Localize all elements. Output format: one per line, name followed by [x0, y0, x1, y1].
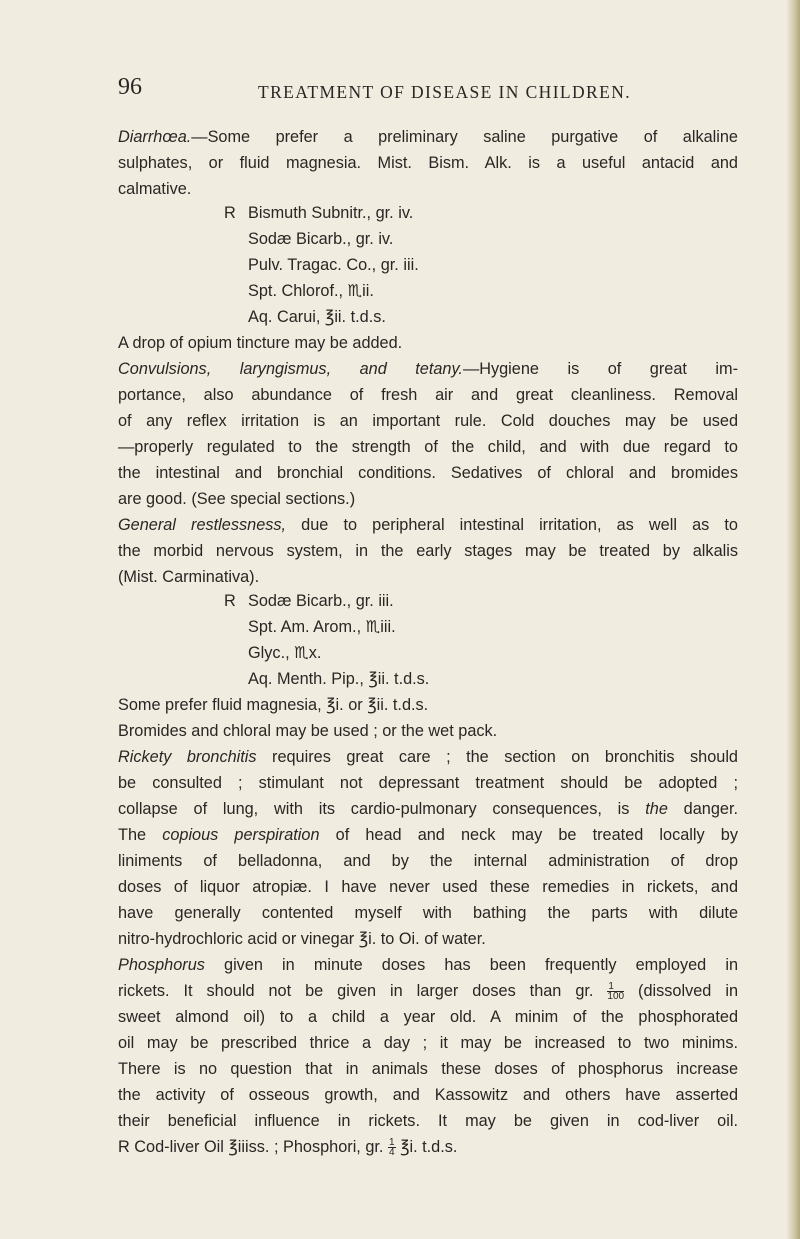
rx2-ingredient: Aq. Menth. Pip., ℥ii. t.d.s.	[248, 670, 430, 688]
convulsions-line: portance, also abundance of fresh air and great cleanliness. Removal	[118, 386, 738, 404]
diarrhoea-line-3: calmative.	[118, 180, 192, 198]
rx1-ingredient: Bismuth Subnitr., gr. iv.	[248, 204, 414, 222]
rx2-ingredient: Sodæ Bicarb., gr. iii.	[248, 592, 394, 610]
rickety-heading: Rickety bronchitis	[118, 748, 257, 766]
diarrhoea-line-1: Diarrhœa.—Some prefer a preliminary saline purgative of alkaline	[118, 128, 738, 146]
perspiration-line: liniments of belladonna, and by the internal administration of drop	[118, 852, 738, 870]
page-number: 96	[118, 74, 142, 100]
convulsions-line: of any reflex irritation is an important rule. Cold douches may be used	[118, 412, 738, 430]
convulsions-heading: Convulsions, laryngismus, and tetany.	[118, 360, 463, 378]
convulsions-line: —properly regulated to the strength of the child, and with due regard to	[118, 438, 738, 456]
restlessness-line: the morbid nervous system, in the early stages may be treated by alkalis	[118, 542, 738, 560]
perspiration-heading: copious perspiration	[162, 826, 320, 844]
diarrhoea-after: A drop of opium tincture may be added.	[118, 334, 403, 352]
restlessness-after: Some prefer fluid magnesia, ℥i. or ℥ii. t.d.s.	[118, 696, 429, 714]
page-header	[118, 74, 638, 110]
perspiration-line-1: The copious perspiration of head and neck may be treated locally by	[118, 826, 738, 844]
convulsions-line: are good. (See special sections.)	[118, 490, 356, 508]
rx1-ingredient: Spt. Chlorof., ♏ii.	[248, 282, 374, 300]
phosphorus-line: sweet almond oil) to a child a year old. A minim of the phosphorated	[118, 1008, 738, 1026]
convulsions-line: the intestinal and bronchial conditions. Sedatives of chloral and bromides	[118, 464, 738, 482]
phosphorus-line: oil may be prescribed thrice a day ; it may be increased to two minims.	[118, 1034, 738, 1052]
perspiration-line: nitro-hydrochloric acid or vinegar ℥i. to Oi. of water.	[118, 930, 486, 948]
perspiration-line: have generally contented myself with bathing the parts with dilute	[118, 904, 738, 922]
rx1-ingredient: Aq. Carui, ℥ii. t.d.s.	[248, 308, 386, 326]
page-edge-shadow	[786, 0, 800, 1239]
rx2-ingredient: Spt. Am. Arom., ♏iii.	[248, 618, 396, 636]
phosphorus-rx-line: R Cod-liver Oil ℥iiiss. ; Phosphori, gr. $\frac{1}{4}$ ℥i. t.d.s.	[118, 1137, 458, 1159]
diarrhoea-heading: Diarrhœa.	[118, 128, 192, 146]
rx2-ingredient: Glyc., ♏x.	[248, 644, 322, 662]
restlessness-heading: General restlessness,	[118, 516, 287, 534]
phosphorus-line: their beneficial influence in rickets. It may be given in cod-liver oil.	[118, 1112, 738, 1130]
convulsions-line-1: Convulsions, laryngismus, and tetany.—Hygiene is of great im-	[118, 360, 738, 378]
restlessness-line: (Mist. Carminativa).	[118, 568, 260, 586]
phosphorus-line-1: Phosphorus given in minute doses has been frequently employed in	[118, 956, 738, 974]
phosphorus-line-2: rickets. It should not be given in larger doses than gr. $\frac{1}{100}$ (dissolved in	[118, 981, 738, 1003]
running-title: TREATMENT OF DISEASE IN CHILDREN.	[258, 82, 632, 102]
perspiration-line: doses of liquor atropiæ. I have never used these remedies in rickets, and	[118, 878, 738, 896]
dose-fraction: $\frac{1}{100}$	[607, 981, 625, 1003]
phosphorus-heading: Phosphorus	[118, 956, 205, 974]
rx-symbol-2: R	[224, 592, 236, 610]
rickety-line-1: Rickety bronchitis requires great care ; the section on bronchitis should	[118, 748, 738, 766]
rx1-ingredient: Pulv. Tragac. Co., gr. iii.	[248, 256, 419, 274]
phosphorus-line: the activity of osseous growth, and Kassowitz and others have asserted	[118, 1086, 738, 1104]
phosphorus-line: There is no question that in animals these doses of phosphorus increase	[118, 1060, 738, 1078]
phosphori-fraction: $\frac{1}{4}$	[388, 1137, 395, 1159]
restlessness-after: Bromides and chloral may be used ; or the wet pack.	[118, 722, 498, 740]
rickety-line-3: collapse of lung, with its cardio-pulmonary consequences, is the danger.	[118, 800, 738, 818]
rx1-ingredient: Sodæ Bicarb., gr. iv.	[248, 230, 394, 248]
rx-symbol-1: R	[224, 204, 236, 222]
diarrhoea-line-2: sulphates, or fluid magnesia. Mist. Bism. Alk. is a useful antacid and	[118, 154, 738, 172]
restlessness-line-1: General restlessness, due to peripheral intestinal irritation, as well as to	[118, 516, 738, 534]
rickety-line-2: be consulted ; stimulant not depressant treatment should be adopted ;	[118, 774, 738, 792]
